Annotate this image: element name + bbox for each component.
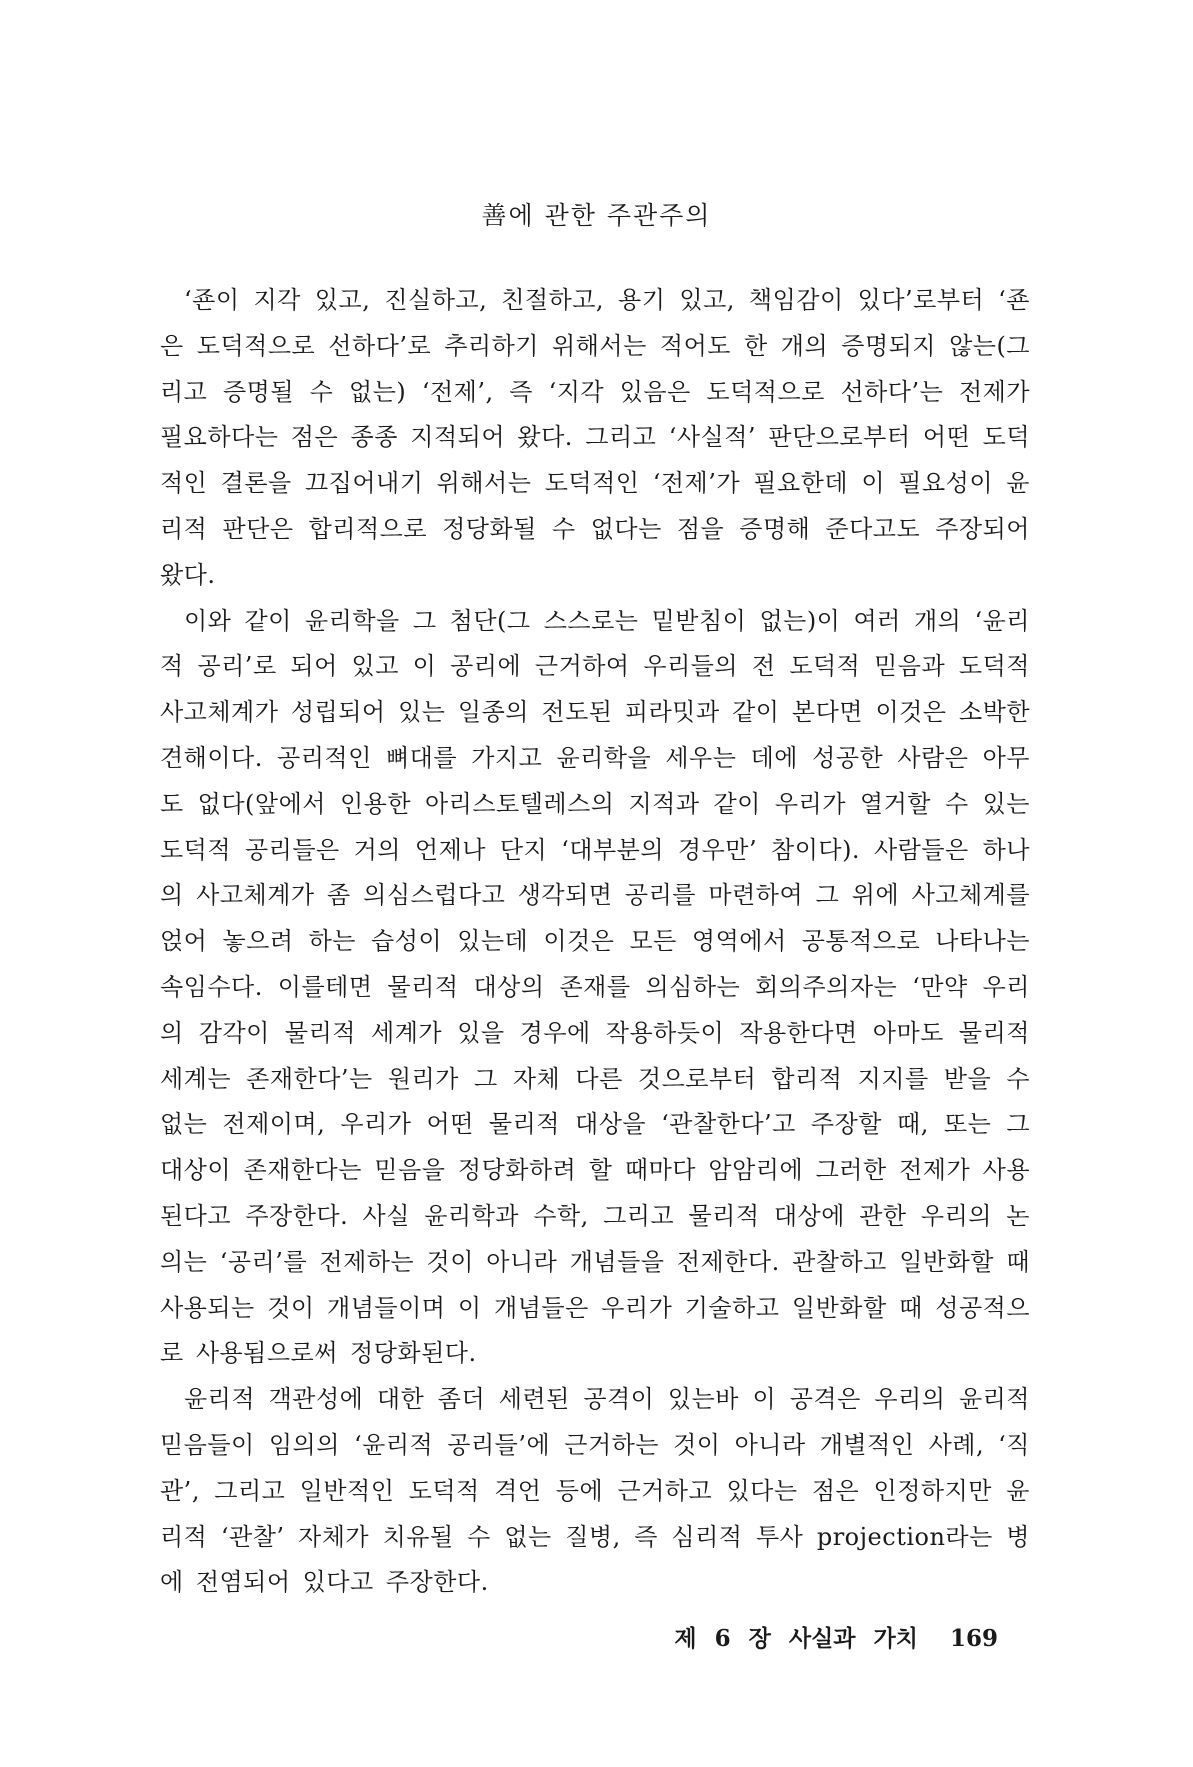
- chapter-title: 사실과 가치: [788, 1625, 918, 1652]
- chapter-label: 제 6 장: [674, 1625, 771, 1652]
- running-head: 善에 관한 주관주의: [481, 201, 712, 230]
- paragraph: 이와 같이 윤리학을 그 첨단(그 스스로는 밑받침이 없는)이 여러 개의 ‘윤리적 공리’로 되어 있고 이 공리에 근거하여 우리들의 전 도덕적 믿음과 도덕적 사고체계가 성립되어 있는 일종의 전도된 피라밋과 같이 본다면 이것은 소박한 견해이다. 공리적인 뼈대를 가지고 윤리학을 세우는 데에 성공한 사람은 아무도 없다(앞에서 인용한 아리스토텔레스의 지적과 같이 우리가 열거할 수 있는 도덕적 공리들은 거의 언제나 단지 ‘대부분의 경우만’ 참이다). 사람들은 하나의 사고체계가 좀 의심스럽다고 생각되면 공리를 마련하여 그 위에 사고체계를 얹어 놓으려 하는 습성이 있는데 이것은 모든 영역에서 공통적으로 나타나는 속임수다. 이를테면 물리적 대상의 존재를 의심하는 회의주의자는 ‘만약 우리의 감각이 물리적 세계가 있을 경우에 작용하듯이 작용한다면 아마도 물리적 세계는 존재한다’는 원리가 그 자체 다른 것으로부터 합리적 지지를 받을 수 없는 전제이며, 우리가 어떤 물리적 대상을 ‘관찰한다’고 주장할 때, 또는 그 대상이 존재한다는 믿음을 정당화하려 할 때마다 암암리에 그러한 전제가 사용된다고 주장한다. 사실 윤리학과 수학, 그리고 물리적 대상에 관한 우리의 논의는 ‘공리’를 전제하는 것이 아니라 개념들을 전제한다. 관찰하고 일반화할 때 사용되는 것이 개념들이며 이 개념들은 우리가 기술하고 일반화할 때 성공적으로 사용됨으로써 정당화된다.: [160, 606, 1030, 1368]
- paragraph: ‘죤이 지각 있고, 진실하고, 친절하고, 용기 있고, 책임감이 있다’로부터 ‘죤은 도덕적으로 선하다’로 추리하기 위해서는 적어도 한 개의 증명되지 않는(그리고 증명될 수 없는) ‘전제’, 즉 ‘지각 있음은 도덕적으로 선하다’는 전제가 필요하다는 점은 종종 지적되어 왔다. 그리고 ‘사실적’ 판단으로부터 어떤 도덕적인 결론을 끄집어내기 위해서는 도덕적인 ‘전제’가 필요한데 이 필요성이 윤리적 판단은 합리적으로 정당화될 수 없다는 점을 증명해 준다고도 주장되어 왔다.: [160, 286, 1030, 589]
- page-number: 169: [949, 1625, 998, 1652]
- body-text: [160, 278, 1030, 1606]
- page-footer: [674, 1620, 998, 1653]
- paragraph: 윤리적 객관성에 대한 좀더 세련된 공격이 있는바 이 공격은 우리의 윤리적 믿음들이 임의의 ‘윤리적 공리들’에 근거하는 것이 아니라 개별적인 사례, ‘직관’, 그리고 일반적인 도덕적 격언 등에 근거하고 있다는 점은 인정하지만 윤리적 ‘관찰’ 자체가 치유될 수 없는 질병, 즉 심리적 투사 projection라는 병에 전염되어 있다고 주장한다.: [160, 1385, 1030, 1597]
